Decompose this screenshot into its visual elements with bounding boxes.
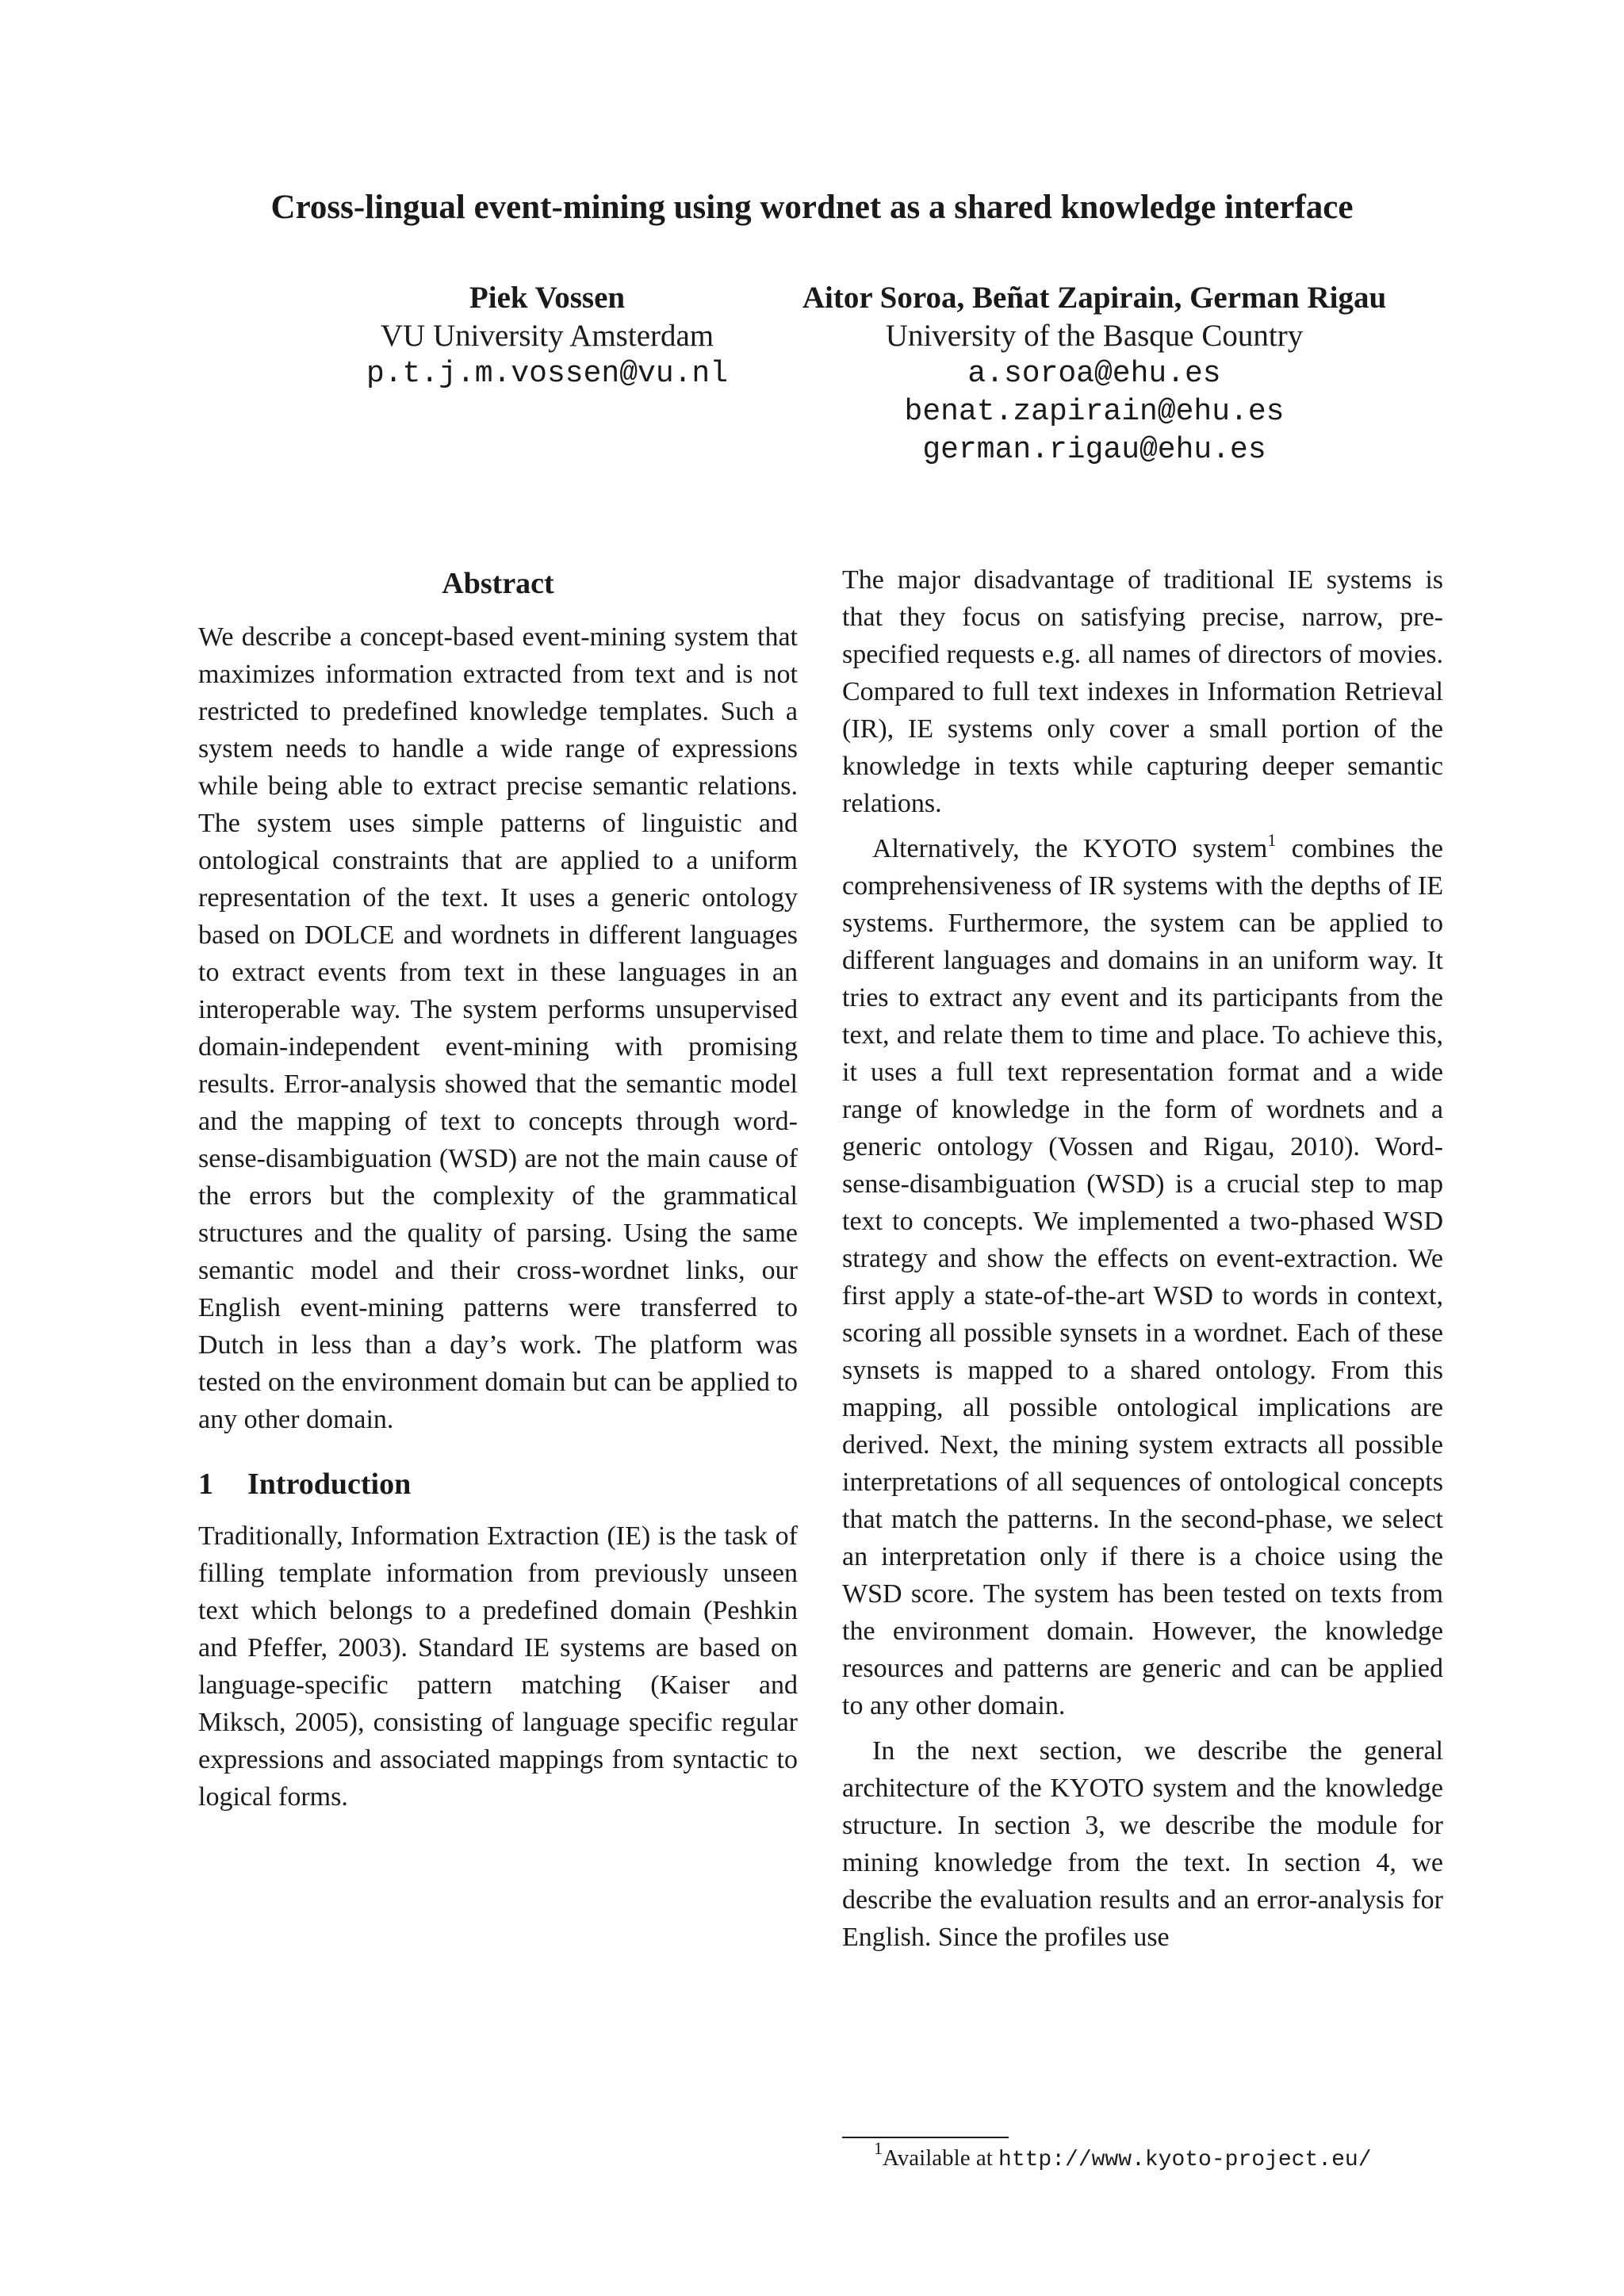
intro-paragraph: Traditionally, Information Extraction (IE) is the task of filling template information from previously unseen text which belongs to a predefined domain (Peshkin and Pfeffer, 2003). Standard IE systems are based on language-specific pattern matching (Kaiser and Miksch, 2005), consisting of language specific regular expressions and associated mappings from syntactic to logical forms. (198, 1521, 798, 1812)
author-affiliation: University of the Basque Country (885, 319, 1304, 353)
author-block-left (349, 279, 745, 393)
right-column (842, 561, 1443, 1964)
abstract-heading: Abstract (442, 567, 554, 600)
author-email[interactable]: german.rigau@ehu.es (922, 433, 1266, 467)
paragraph-text: combines the comprehensiveness of IR systems with the depths of IE systems. Furthermore, the system can be applied to different languages and domains in an uniform way. It tries to extract any event and its participants from the text, and relate them to time and place. To achieve this, it uses a full text representation format and a wide range of knowledge in the form of wordnets and a generic ontology (Vossen and Rigau, 2010). Word-sense-disambiguation (WSD) is a crucial step to map text to concepts. We implemented a two-phased WSD strategy and show the effects on event-extraction. We first apply a state-of-the-art WSD to words in context, scoring all possible synsets in a wordnet. Each of these synsets is mapped to a shared ontology. From this mapping, all possible ontological implications are derived. Next, the mining system extracts all possible interpretations of all sequences of ontological concepts that match the patterns. In the second-phase, we select an interpretation only if there is a choice using the WSD score. The system has been tested on texts from the environment domain. However, the knowledge resources and patterns are generic and can be applied to any other domain. (842, 834, 1444, 1720)
footnote-number: 1 (874, 2138, 883, 2158)
author-email[interactable]: a.soroa@ehu.es (967, 357, 1221, 391)
author-block-right (761, 279, 1427, 469)
body-paragraph: The major disadvantage of traditional IE systems is that they focus on satisfying precise, narrow, pre-specified requests e.g. all names of directors of movies. Compared to full text indexes in Information Retrieval (IR), IE systems only cover a small portion of the knowledge in texts while capturing deeper semantic relations. (842, 565, 1443, 818)
body-paragraph: In the next section, we describe the general architecture of the KYOTO system and the knowledge structure. In section 3, we describe the module for mining knowledge from the text. In section 4, we describe the evaluation results and an error-analysis for English. Since the profiles use (842, 1736, 1443, 1952)
author-affiliation: VU University Amsterdam (380, 319, 714, 353)
footnote (874, 2138, 1477, 2176)
author-name: Piek Vossen (469, 281, 626, 315)
footnote-text: Available at (883, 2145, 999, 2171)
paragraph-text: Alternatively, the KYOTO system (872, 834, 1268, 863)
paper-title: Cross-lingual event-mining using wordnet as a shared knowledge interface (270, 189, 1354, 226)
author-email[interactable]: benat.zapirain@ehu.es (904, 395, 1285, 429)
abstract-text: We describe a concept-based event-mining system that maximizes information extracted from text and is not restricted to predefined knowledge templates. Such a system needs to handle a wide range of expressions while being able to extract precise semantic relations. The system uses simple patterns of linguistic and ontological constraints that are applied to a uniform representation of the text. It uses a generic ontology based on DOLCE and wordnets in different languages to extract events from text in these languages in an interoperable way. The system performs unsupervised domain-independent event-mining with promising results. Error-analysis showed that the semantic model and the mapping of text to concepts through word-sense-disambiguation (WSD) are not the main cause of the errors but the complexity of the grammatical structures and the quality of parsing. Using the same semantic model and their cross-wordnet links, our English event-mining patterns were transferred to Dutch in less than a day’s work. The platform was tested on the environment domain but can be applied to any other domain. (198, 622, 798, 1434)
left-column (198, 561, 798, 1816)
author-names: Aitor Soroa, Beñat Zapirain, German Rigau (802, 281, 1387, 315)
footnote-link[interactable]: http://www.kyoto-project.eu/ (998, 2148, 1372, 2172)
section-number: 1 (198, 1468, 213, 1501)
section-title: Introduction (247, 1468, 412, 1501)
footnote-divider (842, 2137, 1009, 2138)
body-paragraph (842, 830, 1443, 1724)
footnote-marker[interactable]: 1 (1267, 830, 1277, 850)
section-heading-introduction (198, 1462, 798, 1506)
author-email[interactable]: p.t.j.m.vossen@vu.nl (366, 357, 729, 391)
